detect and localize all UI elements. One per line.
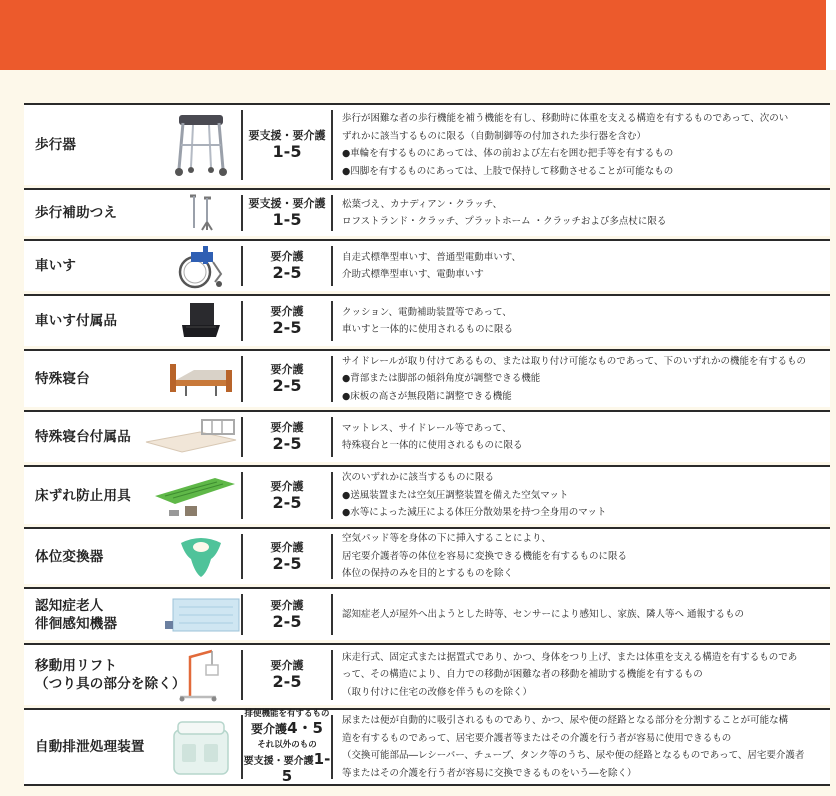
- banner-edge: [826, 0, 836, 70]
- care-level-number: 2-5: [272, 553, 302, 573]
- cushion-icon: [160, 296, 242, 346]
- care-level-number: 2-5: [272, 672, 302, 691]
- care-level-condition: 排便機能を有するもの: [244, 708, 330, 719]
- description-line: 造を有するものであって、居宅要介護者等またはその介護を行う者が容易に使用できるもの: [342, 732, 732, 744]
- description-line: 尿または便が自動的に吸引されるものであり、かつ、尿や便の経路となる部分を分割することが可能な構: [342, 715, 789, 726]
- item-description: [342, 412, 826, 462]
- care-level-label: 要介護: [270, 421, 304, 434]
- care-level-number: 2-5: [272, 318, 302, 337]
- care-level-label: [251, 718, 323, 737]
- table-row: [24, 708, 830, 786]
- position-cushion-icon: [160, 529, 242, 584]
- care-level: [243, 296, 331, 346]
- cane-icon: [160, 190, 242, 236]
- care-level: [243, 710, 331, 784]
- item-description: [342, 190, 826, 236]
- care-level-label: 要介護: [270, 479, 304, 493]
- table-row: [24, 239, 830, 291]
- item-name-line: 徘徊感知機器: [35, 615, 118, 632]
- divider: [331, 472, 333, 519]
- description-line: 体位の保持のみを目的とするものを除く: [342, 568, 514, 580]
- item-name-line: （つり具の部分を除く）: [35, 676, 186, 692]
- divider: [331, 534, 333, 579]
- description-line: マットレス、サイドレール等であって、: [342, 422, 512, 434]
- lift-icon: [160, 645, 242, 705]
- item-name-line: 認知症老人: [35, 597, 104, 614]
- item-name: 車いす: [35, 258, 77, 274]
- care-level-label: 要介護: [270, 250, 304, 263]
- item-name: [35, 589, 117, 640]
- walker-icon: [160, 105, 242, 185]
- care-level-label: [243, 749, 331, 786]
- care-level: [243, 241, 331, 291]
- description-line: って、その構造により、自力での移動が困難な者の移動を補助する機能を有するもの: [342, 669, 703, 681]
- care-level-label: 要介護: [270, 363, 304, 376]
- item-description: [342, 529, 826, 584]
- item-description: [342, 241, 826, 291]
- description-line: ずれかに該当するものに限る（自動制御等の付加された歩行器を含む）: [342, 130, 647, 142]
- item-description: [342, 351, 826, 407]
- description-line: 介助式標準型車いす、電動車いす: [342, 269, 484, 280]
- description-line: ●送風装置または空気圧調整装置を備えた空気マット: [342, 489, 569, 501]
- care-level-number: 1-5: [272, 142, 302, 161]
- care-level: [243, 467, 331, 524]
- item-name: 車いす付属品: [35, 313, 118, 329]
- description-line: ●床板の高さが無段階に調整できる機能: [342, 390, 512, 402]
- care-level-number: 2-5: [272, 263, 302, 282]
- item-name: 床ずれ防止用具: [35, 487, 131, 504]
- item-description: [342, 296, 826, 346]
- wheelchair-icon: [160, 241, 242, 291]
- description-line: ロフストランド・クラッチ、プラットホーム ・クラッチおよび多点杖に限る: [342, 216, 667, 227]
- divider: [331, 195, 333, 231]
- item-name: 特殊寝台: [35, 371, 90, 387]
- care-level-label: 要支援・要介護: [248, 129, 326, 142]
- description-line: サイドレールが取り付けてあるもの、または取り付け可能なものであって、下のいずれかの機能を有するもの: [342, 355, 806, 367]
- description-line: ●背部または脚部の傾斜角度が調整できる機能: [342, 373, 541, 385]
- care-level: [243, 412, 331, 462]
- description-line: 空気パッド等を身体の下に挿入することにより、: [342, 533, 552, 545]
- divider: [331, 650, 333, 700]
- description-line: 床走行式、固定式または据置式であり、かつ、身体をつり上げ、または体重を支える構造を有するものであ: [342, 651, 798, 663]
- description-line: 等またはその介護を行う者が容易に交換できるものをいう―を除く）: [342, 767, 637, 779]
- excretion-device-icon: [160, 710, 242, 784]
- care-level: [243, 529, 331, 584]
- description-line: 松葉づえ、カナディアン・クラッチ、: [342, 198, 503, 210]
- description-line: 認知症老人が屋外へ出ようとした時等、センサーにより感知し、家族、隣人等へ 通報するもの: [342, 608, 745, 620]
- care-level-label: 要介護: [270, 598, 304, 612]
- mattress-icon: [140, 412, 242, 462]
- care-level-label-text: 要支援・要介護: [243, 755, 314, 767]
- care-level-number: 2-5: [272, 376, 302, 395]
- care-level-number: 2-5: [272, 434, 302, 453]
- table-row: [24, 643, 830, 705]
- care-level-number: 2-5: [272, 492, 302, 512]
- divider: [331, 301, 333, 341]
- care-level-number: 2-5: [272, 611, 302, 631]
- care-level: [243, 645, 331, 705]
- item-name: 体位変換器: [35, 548, 104, 565]
- table-row: [24, 410, 830, 462]
- care-level: [243, 589, 331, 640]
- table-row: [24, 188, 830, 236]
- rental-items-table: [24, 103, 830, 786]
- divider: [331, 715, 333, 779]
- table-row: [24, 349, 830, 407]
- care-level-label-text: 要介護: [251, 721, 288, 736]
- description-line: ●四脚を有するものにあっては、上肢で保持して移動させることが可能なもの: [342, 165, 674, 177]
- description-line: ●水等によった減圧による体圧分散効果を持つ全身用のマット: [342, 507, 607, 519]
- divider: [331, 110, 333, 180]
- care-level: [243, 190, 331, 236]
- description-line: （交換可能部品―レシーバー、チューブ、タンク等のうち、尿や便の経路となるものであって、居宅要介護者: [342, 750, 805, 761]
- care-bed-icon: [160, 351, 242, 407]
- item-description: [342, 645, 826, 705]
- description-line: 次のいずれかに該当するものに限る: [342, 472, 495, 484]
- item-description: [342, 105, 826, 185]
- care-level-condition: それ以外のもの: [257, 739, 317, 750]
- care-level: [243, 351, 331, 407]
- care-level-label: 要支援・要介護: [248, 197, 326, 210]
- care-level-number: 1-5: [281, 749, 331, 785]
- table-row: [24, 294, 830, 346]
- item-name: 歩行器: [35, 137, 77, 153]
- divider: [331, 417, 333, 457]
- item-description: [342, 589, 826, 640]
- care-level-label: 要介護: [270, 659, 304, 672]
- description-line: ●車輪を有するものにあっては、体の前および左右を囲む把手等を有するもの: [342, 148, 674, 159]
- divider: [331, 246, 333, 286]
- care-level-label: 要介護: [270, 305, 304, 318]
- care-level-label: 要介護: [270, 540, 304, 554]
- description-line: 特殊寝台と一体的に使用されるものに限る: [342, 440, 523, 451]
- item-name-line: 移動用リフト: [35, 658, 118, 674]
- description-line: 歩行が困難な者の歩行機能を補う機能を有し、移動時に体重を支える構造を有するものであって、次のい: [342, 113, 789, 124]
- divider: [331, 594, 333, 635]
- care-level-number: 4・5: [287, 718, 323, 737]
- description-line: （取り付けに住宅の改修を伴うものを除く）: [342, 686, 533, 698]
- item-name: 特殊寝台付属品: [35, 429, 131, 445]
- description-line: 車いすと一体的に使用されるものに限る: [342, 324, 514, 335]
- table-row: [24, 465, 830, 524]
- sensor-mat-icon: [164, 589, 242, 640]
- description-line: 自走式標準型車いす、普通型電動車いす、: [342, 251, 521, 263]
- table-row: [24, 103, 830, 185]
- description-line: 居宅要介護者等の体位を容易に変換できる機能を有するものに限る: [342, 550, 628, 562]
- care-level: [243, 105, 331, 185]
- table-row: [24, 587, 830, 640]
- item-description: [342, 710, 826, 784]
- item-name: 歩行補助つえ: [35, 205, 118, 221]
- divider: [331, 356, 333, 402]
- header-banner: [0, 0, 826, 70]
- air-mattress-icon: [150, 467, 242, 524]
- description-line: クッション、電動補助装置等であって、: [342, 306, 512, 318]
- item-name: 自動排泄処理装置: [35, 739, 145, 755]
- table-row: [24, 527, 830, 584]
- item-description: [342, 467, 826, 524]
- care-level-number: 1-5: [272, 210, 302, 229]
